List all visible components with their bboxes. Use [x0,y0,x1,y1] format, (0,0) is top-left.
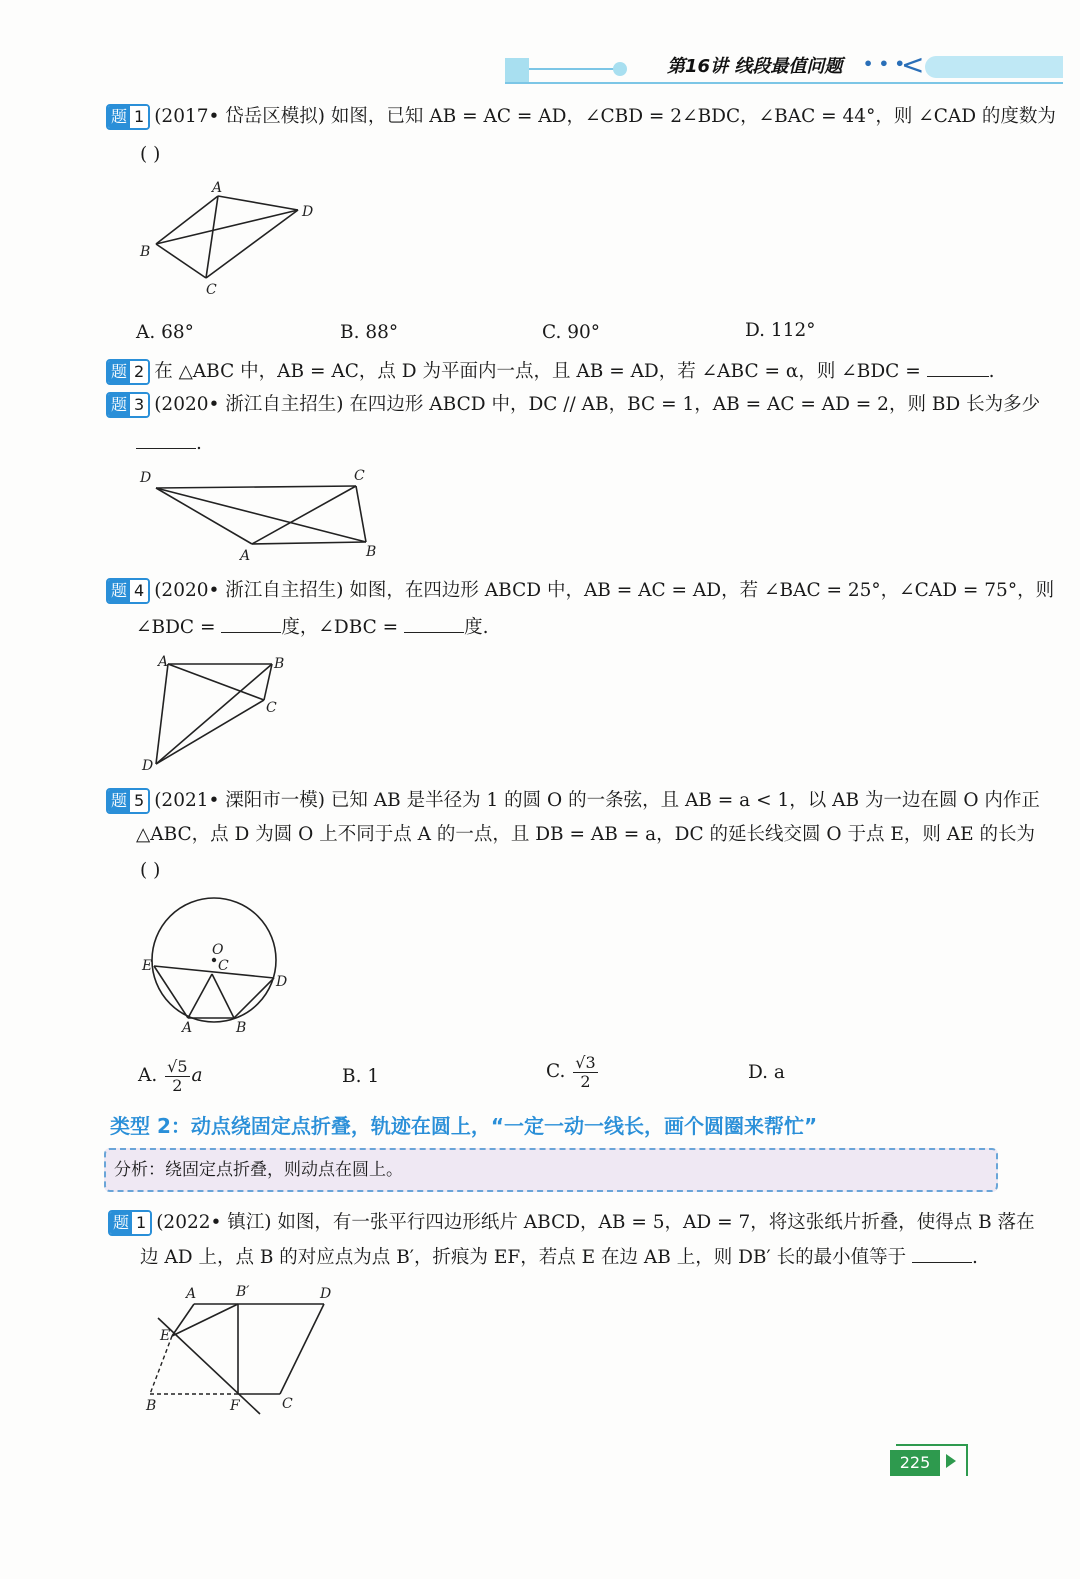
segment-ad [218,196,298,210]
question-badge: 题 5 [106,788,150,814]
answer-blank[interactable] [136,430,196,449]
question-badge: 题 4 [106,578,150,604]
segment-ac [168,664,264,700]
choice-b[interactable]: B. 88° [340,322,399,343]
figure-q1 [130,180,330,300]
segment-db [156,488,366,542]
header-chapter-title: 第16讲 线段最值问题 [667,56,843,77]
segment-cd [156,700,264,764]
section-2-title: 类型 2：动点绕固定点折叠，轨迹在圆上，“一定一动一线长，画个圆圈来帮忙” [110,1114,818,1138]
label-b: B [236,1020,247,1036]
header-dots: • • • [863,54,905,73]
label-d: D [320,1286,332,1302]
choice-a[interactable]: A. $\frac{√5}{2}$ a [138,1056,203,1095]
answer-blank-bdc[interactable] [221,614,281,633]
label-b: B [146,1398,157,1414]
answer-blank-dbc[interactable] [404,614,464,633]
segment-bc [212,974,234,1018]
page-number-box [890,1444,968,1478]
label-a: A [186,1286,197,1302]
label-b: B [274,656,285,672]
segment-da [156,664,168,764]
question-4-text: (2020• 浙江自主招生) 如图，在四边形 ABCD 中，AB = AC = AD，若 ∠BAC = 25°，∠CAD = 75°，则 [154,580,1055,601]
label-c: C [266,700,277,716]
question-4-line-2: ∠BDC = 度，∠DBC = 度. [136,614,488,641]
question-badge: 题 2 [106,359,150,385]
fraction-sqrt5-over-2: $\frac{√5}{2}$ [167,1056,188,1095]
figure-q4 [130,650,300,774]
label-c: C [206,282,217,298]
header-circle [613,62,627,76]
question-6 [108,1210,1035,1236]
segment-dc [156,486,356,488]
question-2: 题 2 在 △ABC 中，AB = AC，点 D 为平面内一点，且 AB = AD，若 ∠ABC = α，则 ∠BDC = . [106,358,994,385]
question-3 [106,392,1040,418]
header-left-stripe [505,58,529,82]
segment-eb-prime [172,1304,238,1336]
question-1 [106,104,1056,130]
point-o [212,958,216,962]
label-b: B [140,244,151,260]
label-a: A [182,1020,193,1036]
figure-q6 [130,1280,350,1420]
label-a: A [158,654,169,670]
choice-a[interactable]: A. 68° [136,322,194,343]
segment-cb [356,486,366,542]
choice-b[interactable]: B. 1 [342,1066,380,1087]
label-d: D [302,204,314,220]
figure-q3 [130,462,390,566]
segment-ed [154,966,274,978]
label-c: C [282,1396,293,1412]
choice-d[interactable]: D. a [748,1062,785,1083]
label-a: A [240,548,251,564]
label-e: E [160,1328,171,1344]
question-5 [106,788,1040,814]
segment-ac [206,196,218,278]
question-badge: 题 1 [108,1210,152,1236]
question-5-answer-paren: ( ) [140,860,161,881]
page-arrow-icon [946,1454,956,1468]
question-3-text: (2020• 浙江自主招生) 在四边形 ABCD 中，DC // AB，BC = 1，AB = AC = AD = 2，则 BD 长为多少 [154,394,1041,415]
figure-q5 [130,890,300,1040]
segment-eb-dashed [150,1336,172,1394]
question-badge: 题 1 [106,104,150,130]
segment-bd [156,664,272,764]
question-6-text: (2022• 镇江) 如图，有一张平行四边形纸片 ABCD，AB = 5，AD = 7，将这张纸片折叠，使得点 B 落在 [156,1212,1035,1233]
segment-ac [188,974,212,1018]
header-bar [505,48,1065,84]
segment-ea [154,966,188,1018]
segment-bc [156,244,206,278]
question-2-text: 在 △ABC 中，AB = AC，点 D 为平面内一点，且 AB = AD，若 ∠ABC = α，则 ∠BDC = [154,361,921,382]
answer-blank[interactable] [912,1244,972,1263]
header-line [529,68,619,70]
label-d: D [276,974,288,990]
choice-c[interactable]: C. $\frac{√3}{2}$ [546,1052,596,1091]
segment-fold-ef [158,1318,260,1414]
question-4 [106,578,1054,604]
fraction-sqrt3-over-2: $\frac{√3}{2}$ [575,1052,596,1091]
choice-d[interactable]: D. 112° [745,320,816,341]
label-o: O [212,942,224,958]
question-1-text: (2017• 岱岳区模拟) 如图，已知 AB = AC = AD，∠CBD = 2∠BDC，∠BAC = 44°，则 ∠CAD 的度数为 [154,106,1056,127]
label-c: C [354,468,365,484]
analysis-text: 分析：绕固定点折叠，则动点在圆上。 [114,1160,403,1180]
label-d: D [140,470,152,486]
header-right-stripe [925,56,1063,78]
question-5-line-2: △ABC，点 D 为圆 O 上不同于点 A 的一点，且 DB = AB = a，DC 的延长线交圆 O 于点 E，则 AE 的长为 [136,824,1035,845]
question-5-text: (2021• 溧阳市一模) 已知 AB 是半径为 1 的圆 O 的一条弦，且 AB = a < 1，以 AB 为一边在圆 O 内作正 [154,790,1040,811]
segment-dc [280,1304,324,1394]
label-b-prime: B′ [236,1284,250,1300]
label-d: D [142,758,154,774]
question-6-line-2: 边 AD 上，点 B 的对应点为点 B′，折痕为 EF，若点 E 在边 AB 上，则 DB′ 长的最小值等于 . [140,1244,978,1271]
question-3-blank-line: . [136,430,202,457]
answer-blank[interactable] [927,358,989,377]
question-1-answer-paren: ( ) [140,144,161,165]
label-c: C [218,958,229,974]
analysis-box [104,1148,998,1192]
header-arrow-icon: < [901,48,925,81]
label-f: F [230,1398,240,1414]
label-e: E [142,958,153,974]
segment-bd [234,978,274,1018]
choice-c[interactable]: C. 90° [542,322,601,343]
segment-ba [252,542,366,544]
page-number: 225 [890,1450,940,1476]
header-underline [505,82,1063,84]
label-b: B [366,544,377,560]
segment-ad [156,488,252,544]
label-a: A [212,180,223,196]
question-badge: 题 3 [106,392,150,418]
